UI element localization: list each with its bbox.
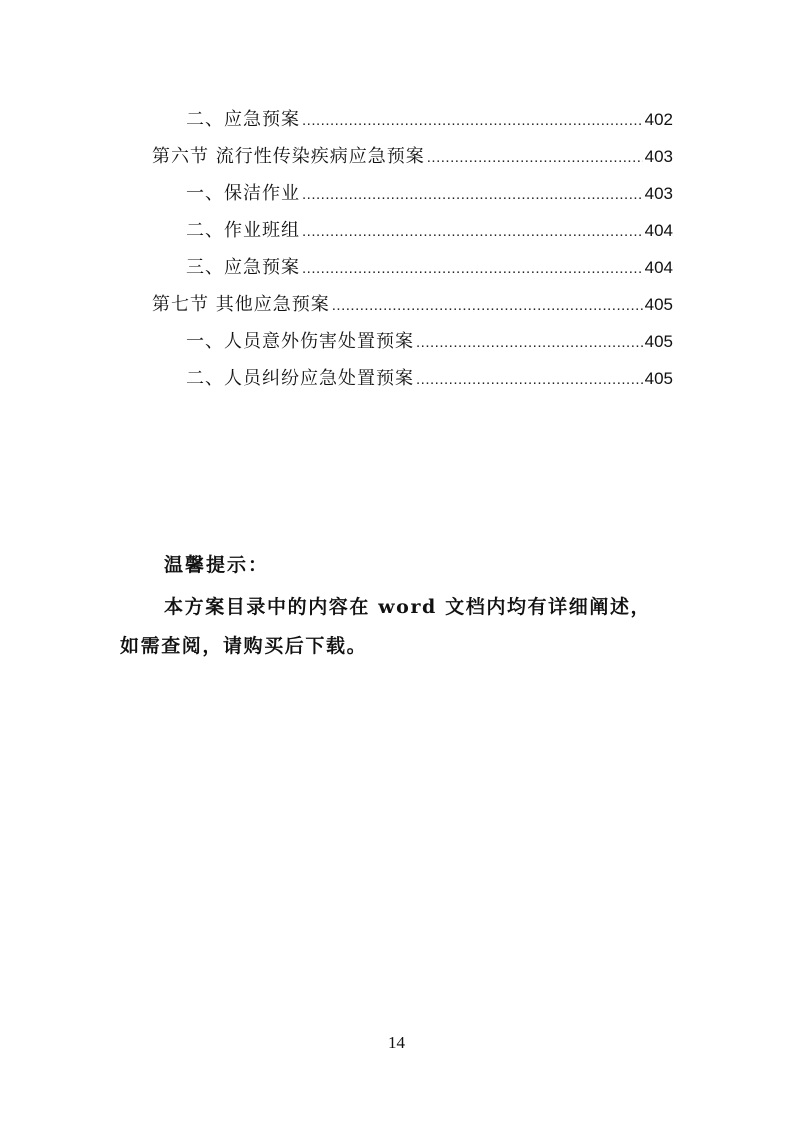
toc-entry-page: 403 xyxy=(644,184,673,203)
toc-entry-page: 404 xyxy=(644,221,673,240)
toc-entry[interactable] xyxy=(186,366,673,392)
notice-title: 温馨提示： xyxy=(164,554,270,576)
toc-entry[interactable] xyxy=(186,181,673,207)
toc-entry[interactable] xyxy=(186,329,673,355)
toc-entry-title: 三、应急预案 xyxy=(186,257,300,278)
toc-dot-leader xyxy=(427,145,643,171)
toc-dot-leader xyxy=(416,367,643,393)
toc-entry[interactable] xyxy=(186,255,673,281)
toc-dot-leader xyxy=(302,182,643,208)
toc-entry-page: 405 xyxy=(644,332,673,351)
toc-entry-title: 一、保洁作业 xyxy=(186,183,300,204)
toc-dot-leader xyxy=(302,108,643,134)
toc-dot-leader xyxy=(332,293,643,319)
toc-dot-leader xyxy=(416,330,643,356)
toc-entry-title: 第六节 流行性传染疾病应急预案 xyxy=(152,146,425,167)
toc-entry-title: 一、人员意外伤害处置预案 xyxy=(186,331,414,352)
toc-entry-page: 402 xyxy=(644,110,673,129)
toc-entry-page: 404 xyxy=(644,258,673,277)
toc-dot-leader xyxy=(302,219,643,245)
toc-entry-page: 405 xyxy=(644,295,673,314)
page-number: 14 xyxy=(388,1033,405,1052)
toc-entry-page: 403 xyxy=(644,147,673,166)
toc-entry-title: 二、作业班组 xyxy=(186,220,300,241)
toc-dot-leader xyxy=(302,256,643,282)
toc-entry[interactable] xyxy=(152,144,673,170)
toc-entry-title: 二、应急预案 xyxy=(186,109,300,130)
notice-text-line: 如需查阅，请购买后下载。 xyxy=(120,635,368,657)
toc-entry-title: 第七节 其他应急预案 xyxy=(152,294,330,315)
toc-entry-page: 405 xyxy=(644,369,673,388)
notice-text-line: 本方案目录中的内容在 word 文档内均有详细阐述， xyxy=(164,596,652,618)
toc-entry-title: 二、人员纠纷应急处置预案 xyxy=(186,368,414,389)
toc-entry[interactable] xyxy=(186,218,673,244)
toc-entry[interactable] xyxy=(152,292,673,318)
toc-entry[interactable] xyxy=(186,107,673,133)
